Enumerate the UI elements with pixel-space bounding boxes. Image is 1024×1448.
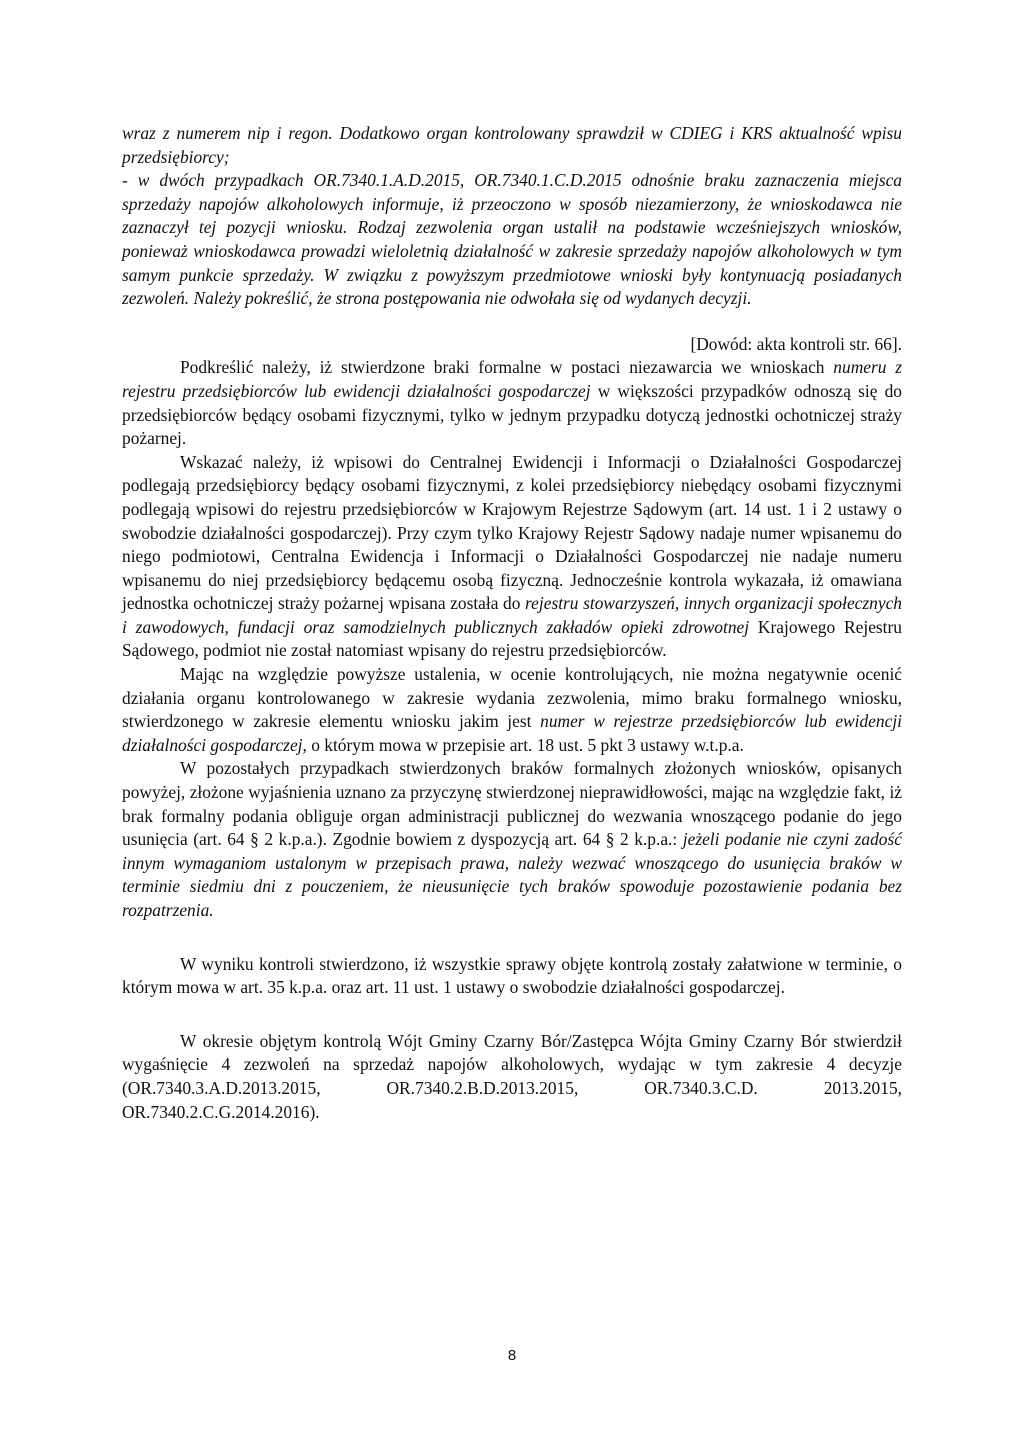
evidence-reference: [Dowód: akta kontroli str. 66]. (690, 333, 902, 354)
paragraph-other-defects: W pozostałych przypadkach stwierdzonych braków formalnych złożonych wniosków, opisanych powyżej, złożone wyjaśnienia uznano za przyczynę stwierdzonej nieprawidłowości, mając na względzie fakt, iż brak formalny podania obliguje organ administracji publicznej do wezwania wnoszącego podanie do jego usunięcia (art. 64 § 2 k.p.a.). Zgodnie bowiem z dyspozycją art. 64 § 2 k.p.a.: jeżeli podanie nie czyni zadość innym wymaganiom ustalonym w przepisach prawa, należy wezwać wnoszącego do usunięcia braków w terminie siedmiu dni z pouczeniem, że nieusunięcie tych braków spowoduje pozostawienie podania bez rozpatrzenia. (122, 758, 902, 920)
document-body (122, 122, 902, 1124)
paragraph-permit-expiry: W okresie objętym kontrolą Wójt Gminy Czarny Bór/Zastępca Wójta Gminy Czarny Bór stwierdził wygaśnięcie 4 zezwoleń na sprzedaż napojów alkoholowych, wydając w tym zakresie 4 decyzje (OR.7340.3.A.D.2013.2015, OR.7340.2.B.D.2013.2015, OR.7340.3.C.D. 2013.2015, OR.7340.2.C.G.2014.2016). (122, 1030, 902, 1122)
page-number: 8 (507, 1347, 517, 1364)
paragraph-explanation: - w dwóch przypadkach OR.7340.1.A.D.2015, OR.7340.1.C.D.2015 odnośnie braku zaznaczenia miejsca sprzedaży napojów alkoholowych informuje, iż przeoczono w sposób niezamierzony, że wnioskodawca nie zaznaczył tej pozycji wniosku. Rodzaj zezwolenia organ ustalił na podstawie wcześniejszych wniosków, ponieważ wnioskodawca prowadzi wieloletnią działalność w zakresie sprzedaży napojów alkoholowych w tym samym punkcie sprzedaży. W związku z powyższym przedmiotowe wnioski były kontynuacją posiadanych zezwoleń. Należy pokreślić, że strona postępowania nie odwołała się od wydanych decyzji. (122, 170, 902, 309)
paragraph-assessment: Mając na względzie powyższe ustalenia, w ocenie kontrolujących, nie można negatywnie ocenić działania organu kontrolowanego w zakresie wydania zezwolenia, mimo braku formalnego wniosku, stwierdzonego w zakresie elementu wniosku jakim jest numer w rejestrze przedsiębiorców lub ewidencji działalności gospodarczej, o którym mowa w przepisie art. 18 ust. 5 pkt 3 ustawy w.t.p.a. (122, 664, 902, 755)
paragraph-formal-defects: Podkreślić należy, iż stwierdzone braki formalne w postaci niezawarcia we wnioskach numeru z rejestru przedsiębiorców lub ewidencji działalności gospodarczej w większości przypadków odnoszą się do przedsiębiorców będący osobami fizycznymi, tylko w jednym przypadku dotyczą jednostki ochotniczej straży pożarnej. (122, 357, 902, 449)
paragraph-registry-rules: Wskazać należy, iż wpisowi do Centralnej Ewidencji i Informacji o Działalności Gospodarczej podlegają przedsiębiorcy będący osobami fizycznymi, z kolei przedsiębiorcy niebędący osobami fizycznymi podlegają wpisowi do rejestru przedsiębiorców w Krajowym Rejestrze Sądowym (art. 14 ust. 1 i 2 ustawy o swobodzie działalności gospodarczej). Przy czym tylko Krajowy Rejestr Sądowy nadaje numer wpisanemu do niego podmiotowi, Centralna Ewidencja i Informacji o Działalności Gospodarczej nie nadaje numeru wpisanemu do niej przedsiębiorcy będącemu osobą fizyczną. Jednocześnie kontrola wykazała, iż omawiana jednostka ochotniczej straży pożarnej wpisana została do rejestru stowarzyszeń, innych organizacji społecznych i zawodowych, fundacji oraz samodzielnych publicznych zakładów opieki zdrowotnej Krajowego Rejestru Sądowego, podmiot nie został natomiast wpisany do rejestru przedsiębiorców. (122, 451, 902, 661)
paragraph-deadlines: W wyniku kontroli stwierdzono, iż wszystkie sprawy objęte kontrolą zostały załatwione w terminie, o którym mowa w art. 35 k.p.a. oraz art. 11 ust. 1 ustawy o swobodzie działalności gospodarczej. (122, 953, 902, 998)
paragraph-continuation: wraz z numerem nip i regon. Dodatkowo organ kontrolowany sprawdził w CDIEG i KRS aktualność wpisu przedsiębiorcy; (122, 123, 902, 167)
